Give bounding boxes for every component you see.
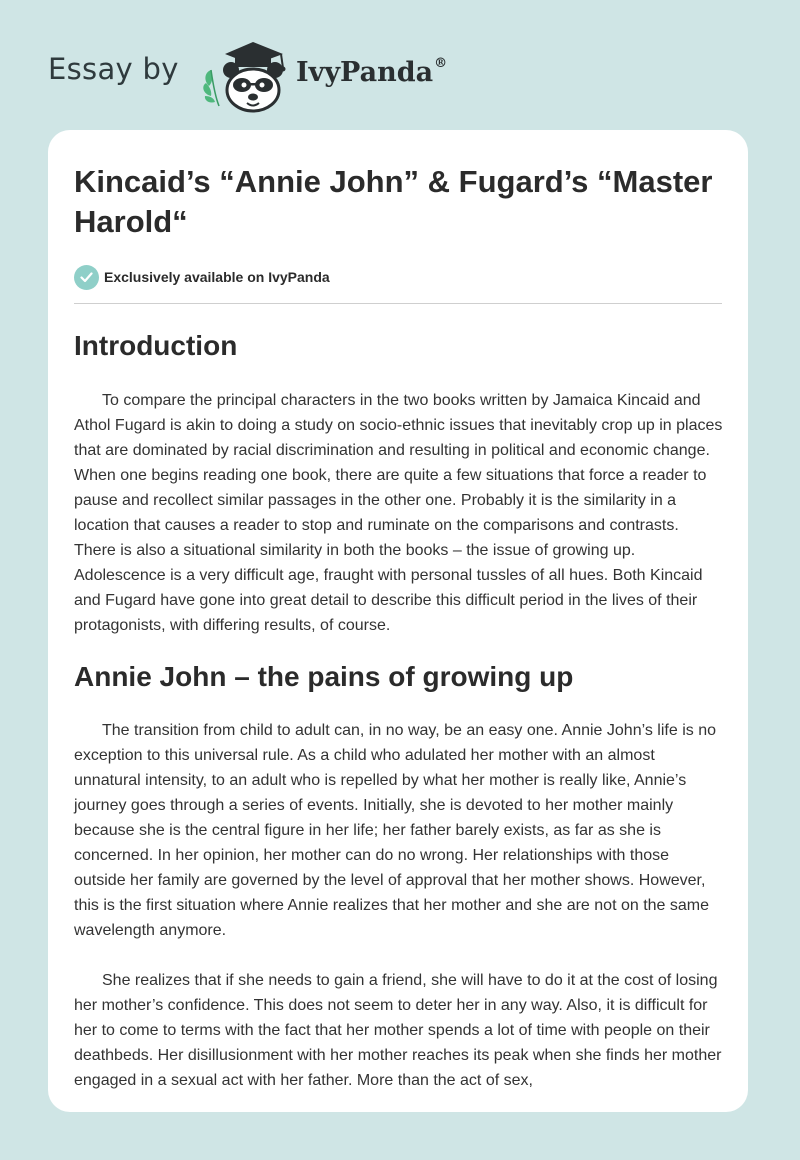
essay-content (74, 162, 724, 1093)
essay-title: Kincaid’s “Annie John” & Fugard’s “Master Harold“ (74, 164, 713, 239)
site-header (48, 30, 508, 110)
paragraph: To compare the principal characters in the two books written by Jamaica Kincaid and Athol Fugard is akin to doing a study on socio-ethnic issues that inevitably crop up in places that are dominated by racial discrimination and resulting in political and economic change. When one begins reading one book, there are quite a few situations that force a reader to pause and recollect similar passages in the other one. Probably it is the similarity in a location that causes a reader to stop and ruminate on the comparisons and contrasts. There is also a situational similarity in both the books – the issue of growing up. Adolescence is a very difficult age, fraught with personal tussles of all hues. Both Kincaid and Fugard have gone into great detail to describe this difficult period in the lives of their protagonists, with differing results, of course. (74, 392, 723, 634)
brand-name[interactable] (296, 56, 447, 88)
panda-logo-icon[interactable] (201, 34, 293, 114)
registered-mark: ® (434, 56, 448, 71)
check-circle-icon (74, 265, 99, 290)
section-heading-annie-john: Annie John – the pains of growing up (74, 661, 574, 692)
divider (74, 303, 722, 304)
essay-card (48, 130, 748, 1112)
exclusive-badge-label: Exclusively available on IvyPanda (104, 269, 330, 285)
section-heading-introduction: Introduction (74, 330, 238, 361)
paragraph: She realizes that if she needs to gain a friend, she will have to do it at the cost of losing her mother’s confidence. This does not seem to deter her in any way. Also, it is difficult for her to come to terms with the fact that her mother spends a lot of time with people on their deathbeds. Her disillusionment with her mother reaches its peak when she finds her mother engaged in a sexual act with her father. More than the act of sex, (74, 972, 722, 1089)
exclusive-badge (74, 264, 724, 290)
brand-text: IvyPanda (296, 57, 434, 88)
essay-by-label: Essay by (48, 52, 179, 86)
paragraph: The transition from child to adult can, in no way, be an easy one. Annie John’s life is no exception to this universal rule. As a child who adulated her mother with an almost unnatural intensity, to an adult who is repelled by what her mother is really like, Annie’s journey goes through a series of events. Initially, she is devoted to her mother mainly because she is the central figure in her life; her father barely exists, as far as she is concerned. In her opinion, her mother can do no wrong. Her relationships with those outside her family are governed by the level of approval that her mother shows. However, this is the first situation where Annie realizes that her mother and she are not on the same wavelength anymore. (74, 722, 716, 939)
